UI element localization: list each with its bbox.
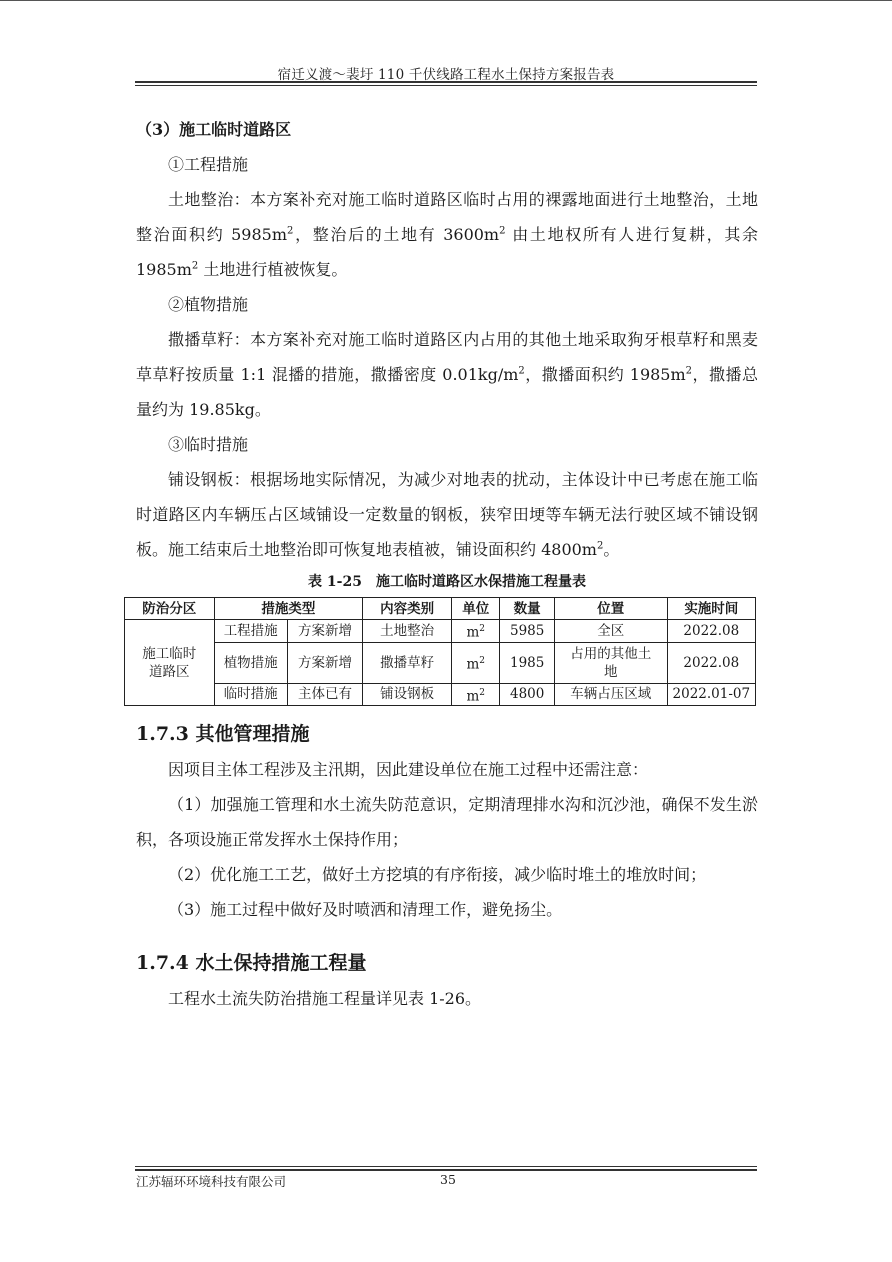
- unit-cell: $m^2$: [452, 620, 500, 643]
- location-cell: 车辆占压区域: [554, 683, 667, 706]
- management-intro-paragraph: 因项目主体工程涉及主汛期，因此建设单位在施工过程中还需注意：: [168, 760, 649, 779]
- type-cell: 工程措施: [214, 620, 287, 643]
- footer-company-name: 江苏辐环环境科技有限公司: [136, 1174, 287, 1189]
- header-zone: 防治分区: [125, 598, 215, 620]
- header-content: 内容类别: [363, 598, 452, 620]
- header-unit: 单位: [452, 598, 500, 620]
- management-item: （3）施工过程中做好及时喷洒和清理工作，避免扬尘。: [168, 900, 563, 919]
- header-rule: [135, 81, 757, 83]
- qty-cell: 1985: [500, 642, 555, 683]
- table-row: [125, 620, 756, 643]
- page-number: 35: [440, 1172, 456, 1187]
- top-border-line: [0, 0, 892, 1]
- header-location: 位置: [554, 598, 667, 620]
- source-cell: 主体已有: [287, 683, 362, 706]
- type-cell: 临时措施: [214, 683, 287, 706]
- header-time: 实施时间: [667, 598, 755, 620]
- content-cell: 土地整治: [363, 620, 452, 643]
- source-cell: 方案新增: [287, 620, 362, 643]
- section-heading-1-7-3: 1.7.3 其他管理措施: [136, 723, 310, 745]
- running-header: 宿迁义渡～裴圩 110 千伏线路工程水土保持方案报告表: [277, 67, 615, 83]
- section-heading-1-7-4: 1.7.4 水土保持措施工程量: [136, 952, 367, 974]
- unit-cell: $m^2$: [452, 683, 500, 706]
- content-cell: 铺设钢板: [363, 683, 452, 706]
- table-header-row: [125, 598, 756, 620]
- page-body: [136, 112, 758, 1016]
- table-row: [125, 642, 756, 683]
- footer-rule-thin: [135, 1166, 757, 1167]
- source-cell: 方案新增: [287, 642, 362, 683]
- type-cell: 植物措施: [214, 642, 287, 683]
- quantities-reference-paragraph: 工程水土流失防治措施工程量详见表 1-26。: [168, 989, 482, 1008]
- location-cell: 占用的其他土地: [554, 642, 667, 683]
- table-row: [125, 683, 756, 706]
- qty-cell: 5985: [500, 620, 555, 643]
- time-cell: 2022.01-07: [667, 683, 755, 706]
- header-qty: 数量: [500, 598, 555, 620]
- header-rule-thin: [135, 85, 757, 86]
- vegetation-measures-heading: ②植物措施: [168, 295, 249, 314]
- unit-cell: $m^2$: [452, 642, 500, 683]
- management-item: （2）优化施工工艺，做好土方挖填的有序衔接，减少临时堆土的堆放时间；: [168, 865, 707, 884]
- engineering-measures-heading: ①工程措施: [168, 155, 249, 174]
- land-remediation-paragraph: 土地整治：本方案补充对施工临时道路区临时占用的裸露地面进行土地整治，土地整治面积约 $5985m^2$，整治后的土地有 $3600m^2$ 由土地权所有人进行复耕，其余 $1985m^2$ 土地进行植被恢复。: [136, 190, 758, 279]
- zone-cell: 施工临时道路区: [125, 620, 215, 706]
- time-cell: 2022.08: [667, 642, 755, 683]
- location-cell: 全区: [554, 620, 667, 643]
- management-item: （1）加强施工管理和水土流失防范意识，定期清理排水沟和沉沙池，确保不发生淤积，各项设施正常发挥水土保持作用；: [136, 795, 758, 849]
- measures-table: [124, 597, 756, 706]
- grass-seeding-paragraph: 撒播草籽：本方案补充对施工临时道路区内占用的其他土地采取狗牙根草籽和黑麦草草籽按质量 1:1 混播的措施，撒播密度 $0.01kg/m^2$，撒播面积约 $1985m^2$，撒播总量约为 19.85kg。: [136, 330, 758, 419]
- subsection-heading: （3）施工临时道路区: [136, 120, 292, 139]
- table-caption: 表 1-25 施工临时道路区水保措施工程量表: [308, 574, 586, 590]
- header-type: 措施类型: [214, 598, 363, 620]
- steel-plate-paragraph: 铺设钢板：根据场地实际情况，为减少对地表的扰动，主体设计中已考虑在施工临时道路区内车辆压占区域铺设一定数量的钢板，狭窄田埂等车辆无法行驶区域不铺设钢板。施工结束后土地整治即可恢复地表植被，铺设面积约 $4800m^2$。: [136, 470, 758, 559]
- footer-rule: [135, 1169, 757, 1171]
- temporary-measures-heading: ③临时措施: [168, 435, 249, 454]
- time-cell: 2022.08: [667, 620, 755, 643]
- qty-cell: 4800: [500, 683, 555, 706]
- content-cell: 撒播草籽: [363, 642, 452, 683]
